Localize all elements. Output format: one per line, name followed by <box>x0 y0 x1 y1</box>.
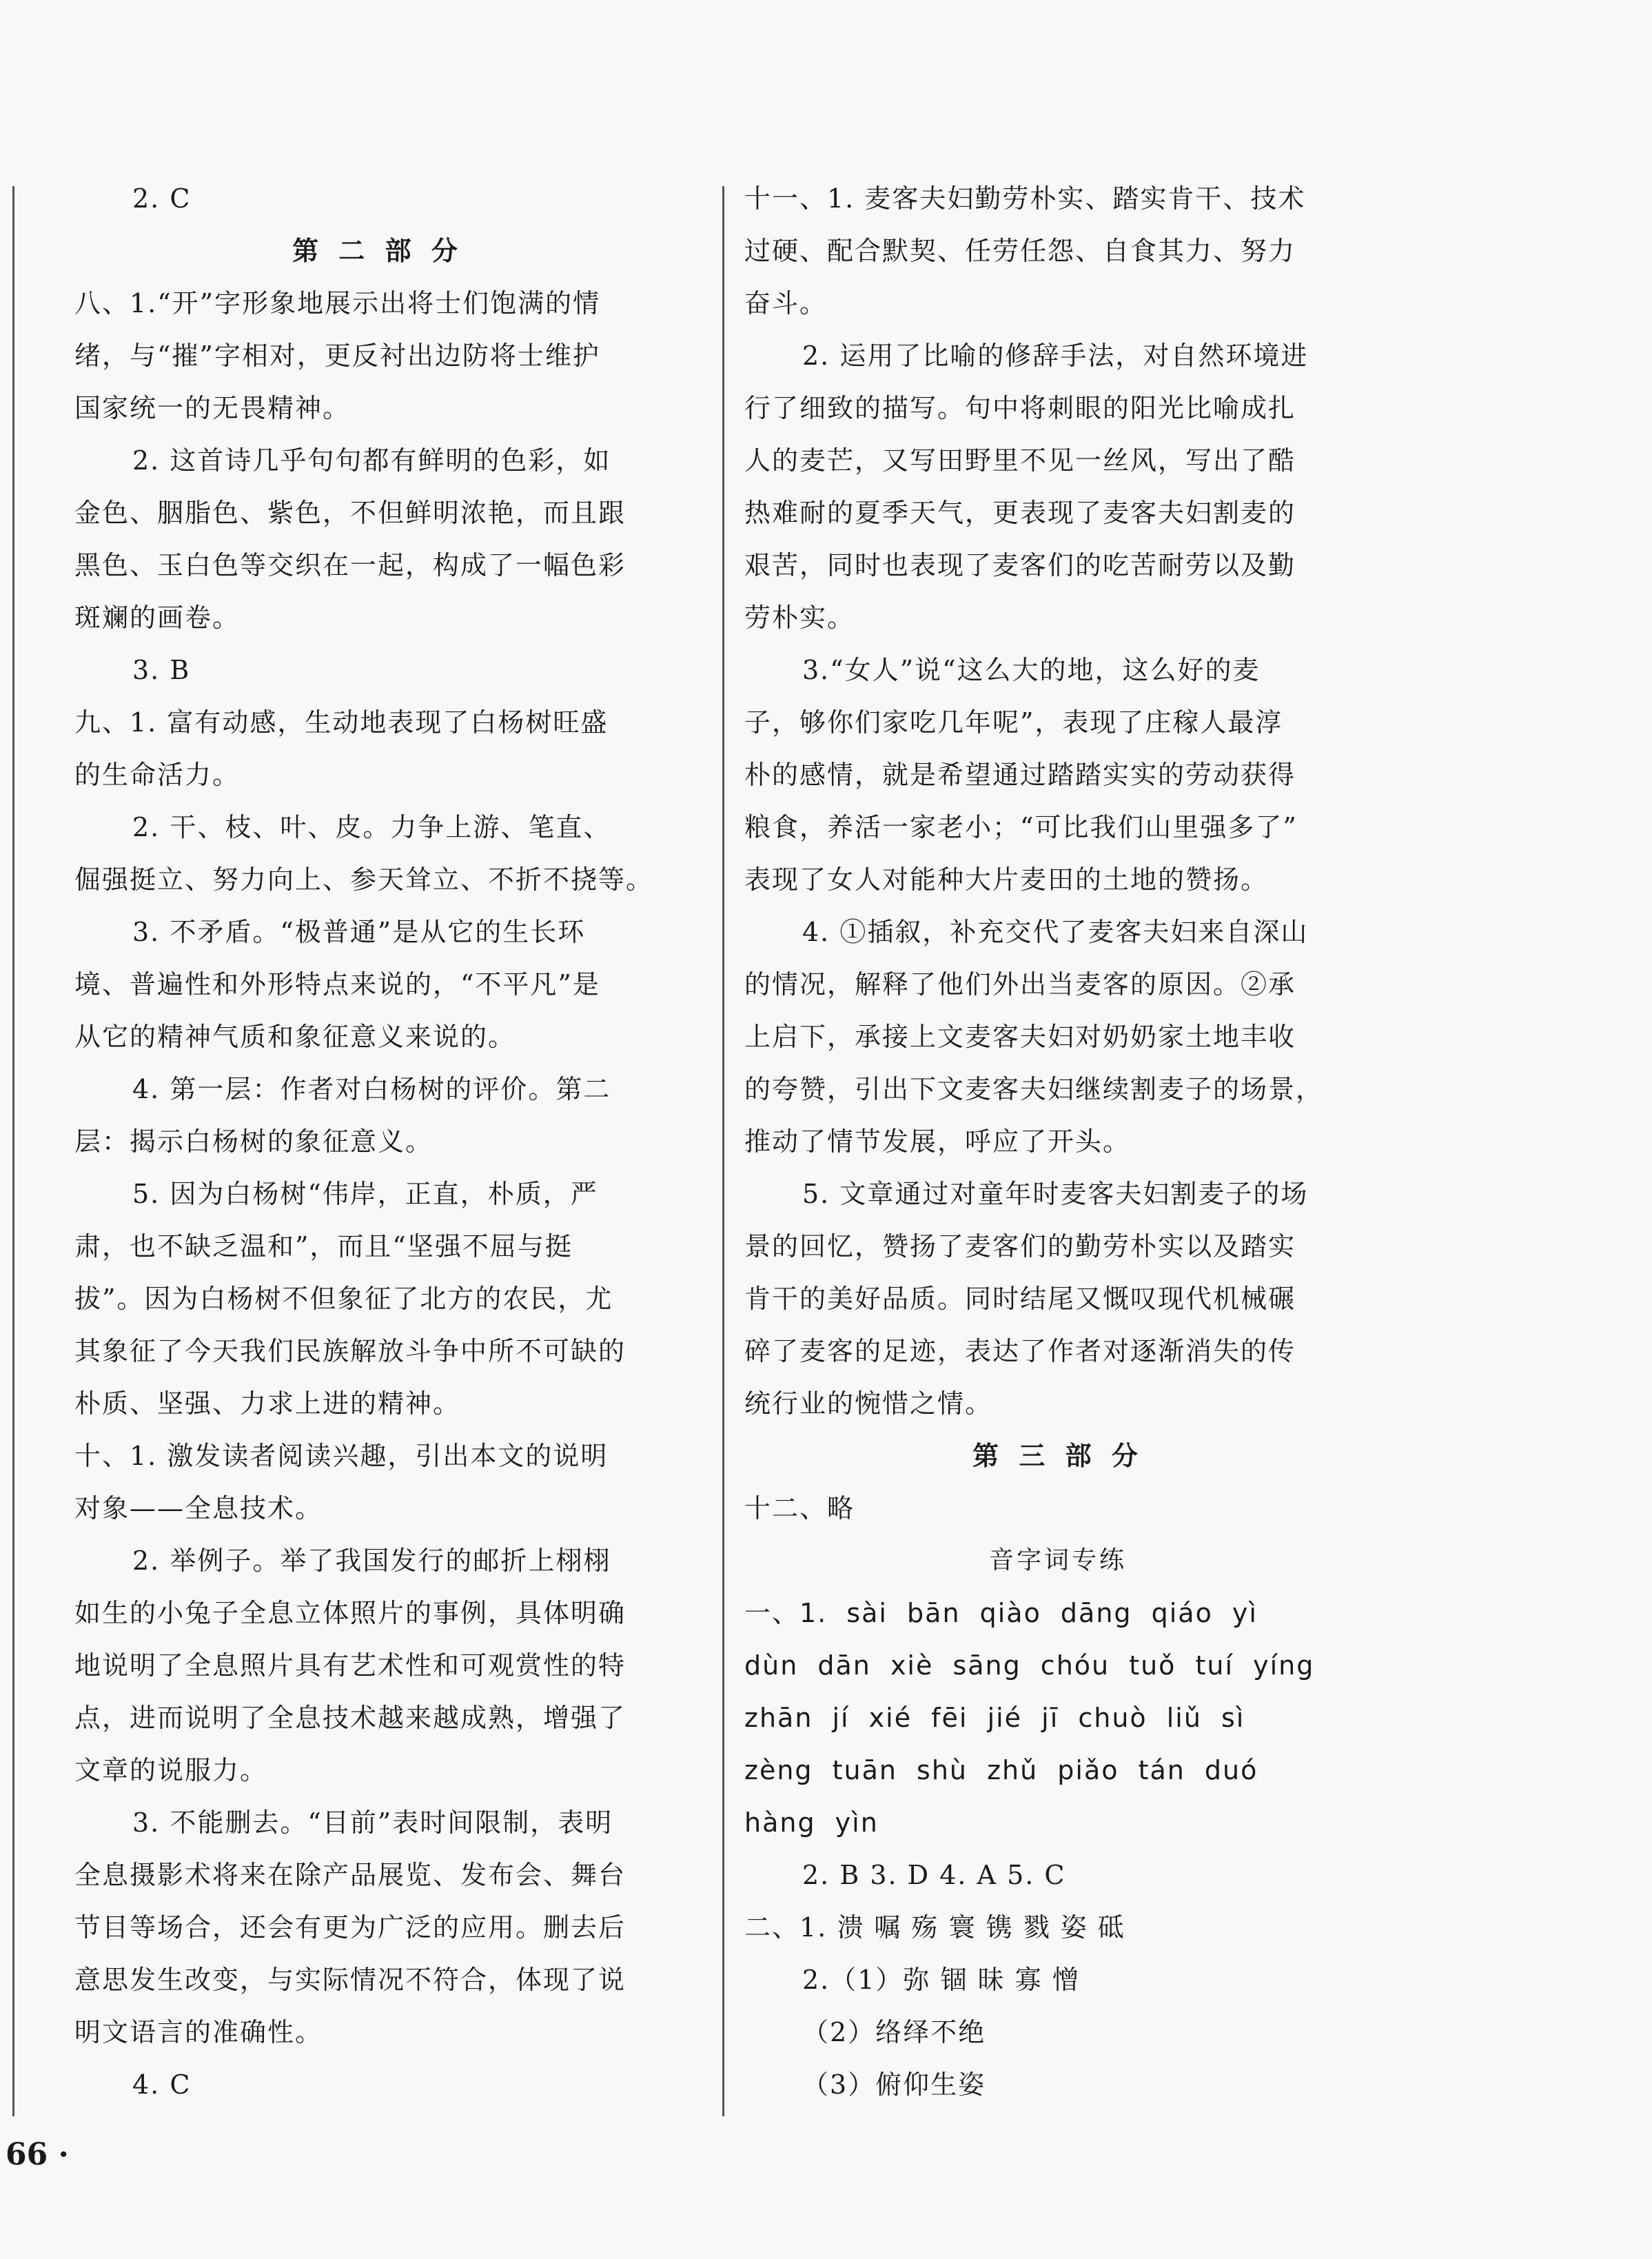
text-line: 金色、胭脂色、紫色，不但鲜明浓艳，而且跟 <box>74 498 626 528</box>
text-line: 二、1. 溃 嘱 殇 寰 镌 戮 姿 砥 <box>744 1912 1125 1943</box>
text-line: 肃，也不缺乏温和”，而且“坚强不屈与挺 <box>74 1231 573 1262</box>
text-line: 2. 这首诗几乎句句都有鲜明的色彩，如 <box>132 445 611 476</box>
text-line: 粮食，养活一家老小；“可比我们山里强多了” <box>744 812 1298 842</box>
text-line: （2）络绎不绝 <box>802 2017 986 2047</box>
text-line: 碎了麦客的足迹，表达了作者对逐渐消失的传 <box>744 1336 1296 1366</box>
text-line: 的夸赞，引出下文麦客夫妇继续割麦子的场景， <box>744 1074 1324 1104</box>
text-line: 文章的说服力。 <box>74 1755 268 1785</box>
text-line: 3. 不矛盾。“极普通”是从它的生长环 <box>132 917 586 947</box>
text-line: 2. C <box>132 183 192 214</box>
text-line: 景的回忆，赞扬了麦客们的勤劳朴实以及踏实 <box>744 1231 1296 1262</box>
text-line: 全息摄影术将来在除产品展览、发布会、舞台 <box>74 1860 626 1890</box>
text-line: 十一、1. 麦客夫妇勤劳朴实、踏实肯干、技术 <box>744 183 1306 214</box>
text-line: 子，够你们家吃几年呢”，表现了庄稼人最淳 <box>744 707 1283 738</box>
column-divider <box>722 186 724 2116</box>
text-line: 节目等场合，还会有更为广泛的应用。删去后 <box>74 1912 626 1943</box>
text-line: 4. 第一层：作者对白杨树的评价。第二 <box>132 1074 611 1104</box>
text-line: 倔强挺立、努力向上、参天耸立、不折不挠等。 <box>74 864 654 895</box>
text-line: 明文语言的准确性。 <box>74 2017 323 2047</box>
text-line: 2. B 3. D 4. A 5. C <box>802 1860 1066 1890</box>
text-line: 3. B <box>132 655 191 685</box>
text-line: 九、1. 富有动感，生动地表现了白杨树旺盛 <box>74 707 609 738</box>
text-line: 劳朴实。 <box>744 602 855 633</box>
text-line: 上启下，承接上文麦客夫妇对奶奶家土地丰收 <box>744 1022 1296 1052</box>
text-line: 2.（1）弥 锢 昧 寡 憎 <box>802 1965 1080 1995</box>
text-line: 2. 干、枝、叶、皮。力争上游、笔直、 <box>132 812 611 842</box>
text-line: 对象——全息技术。 <box>74 1493 323 1523</box>
text-line: 斑斓的画卷。 <box>74 602 241 633</box>
subsection-heading: 音字词专练 <box>988 1546 1127 1574</box>
text-line: 层：揭示白杨树的象征意义。 <box>74 1126 434 1157</box>
text-line: 3. 不能删去。“目前”表时间限制，表明 <box>132 1807 613 1838</box>
text-line: 过硬、配合默契、任劳任怨、自食其力、努力 <box>744 236 1296 266</box>
text-line: 3.“女人”说“这么大的地，这么好的麦 <box>802 655 1261 685</box>
page-number: 66 · <box>6 2137 69 2172</box>
text-line: zhān jí xié fēi jié jī chuò liǔ sì <box>744 1703 1245 1733</box>
left-margin-rule <box>12 186 14 2116</box>
text-line: 人的麦芒，又写田野里不见一丝风，写出了酷 <box>744 445 1296 476</box>
right-column <box>744 172 1371 2111</box>
text-line: 黑色、玉白色等交织在一起，构成了一幅色彩 <box>74 550 626 580</box>
text-line: 点，进而说明了全息技术越来越成熟，增强了 <box>74 1703 626 1733</box>
text-line: 奋斗。 <box>744 288 828 318</box>
text-line: zèng tuān shù zhǔ piǎo tán duó <box>744 1755 1258 1785</box>
text-line: 推动了情节发展，呼应了开头。 <box>744 1126 1131 1157</box>
text-line: 热难耐的夏季天气，更表现了麦客夫妇割麦的 <box>744 498 1296 528</box>
text-line: 十、1. 激发读者阅读兴趣，引出本文的说明 <box>74 1441 609 1471</box>
text-line: （3）俯仰生姿 <box>802 2069 986 2100</box>
text-line: 艰苦，同时也表现了麦客们的吃苦耐劳以及勤 <box>744 550 1296 580</box>
text-line: 的情况，解释了他们外出当麦客的原因。②承 <box>744 969 1296 1000</box>
text-line: 地说明了全息照片具有艺术性和可观赏性的特 <box>74 1650 626 1681</box>
text-line: 5. 因为白杨树“伟岸，正直，朴质，严 <box>132 1179 598 1209</box>
text-line: 绪，与“摧”字相对，更反衬出边防将士维护 <box>74 341 600 371</box>
text-line: 国家统一的无畏精神。 <box>74 393 351 423</box>
text-line: 的生命活力。 <box>74 760 241 790</box>
text-line: 5. 文章通过对童年时麦客夫妇割麦子的场 <box>802 1179 1309 1209</box>
text-line: 朴的感情，就是希望通过踏踏实实的劳动获得 <box>744 760 1296 790</box>
text-line: 肯干的美好品质。同时结尾又慨叹现代机械碾 <box>744 1284 1296 1314</box>
text-line: 境、普遍性和外形特点来说的，“不平凡”是 <box>74 969 600 1000</box>
text-line: dùn dān xiè sāng chóu tuǒ tuí yíng <box>744 1650 1315 1681</box>
text-line: 八、1.“开”字形象地展示出将士们饱满的情 <box>74 288 601 318</box>
text-line: 拔”。因为白杨树不但象征了北方的农民，尤 <box>74 1284 613 1314</box>
section-heading: 第 三 部 分 <box>972 1440 1143 1471</box>
text-line: 统行业的惋惜之情。 <box>744 1388 993 1419</box>
text-line: 朴质、坚强、力求上进的精神。 <box>74 1388 461 1419</box>
text-line: 4. ①插叙，补充交代了麦客夫妇来自深山 <box>802 917 1309 947</box>
text-line: 意思发生改变，与实际情况不符合，体现了说 <box>74 1965 626 1995</box>
left-column <box>74 172 681 2111</box>
text-line: 从它的精神气质和象征意义来说的。 <box>74 1022 516 1052</box>
text-line: 十二、略 <box>744 1493 855 1523</box>
text-line: hàng yìn <box>744 1807 879 1838</box>
text-line: 4. C <box>132 2069 192 2100</box>
text-line: 表现了女人对能种大片麦田的土地的赞扬。 <box>744 864 1269 895</box>
text-line: 2. 举例子。举了我国发行的邮折上栩栩 <box>132 1546 611 1576</box>
text-line: 行了细致的描写。句中将刺眼的阳光比喻成扎 <box>744 393 1296 423</box>
text-line: 其象征了今天我们民族解放斗争中所不可缺的 <box>74 1336 626 1366</box>
text-line: 2. 运用了比喻的修辞手法，对自然环境进 <box>802 341 1309 371</box>
text-line: 一、1. sài bān qiào dāng qiáo yì <box>744 1598 1258 1628</box>
text-line: 如生的小兔子全息立体照片的事例，具体明确 <box>74 1598 626 1628</box>
section-heading: 第 二 部 分 <box>292 235 463 266</box>
